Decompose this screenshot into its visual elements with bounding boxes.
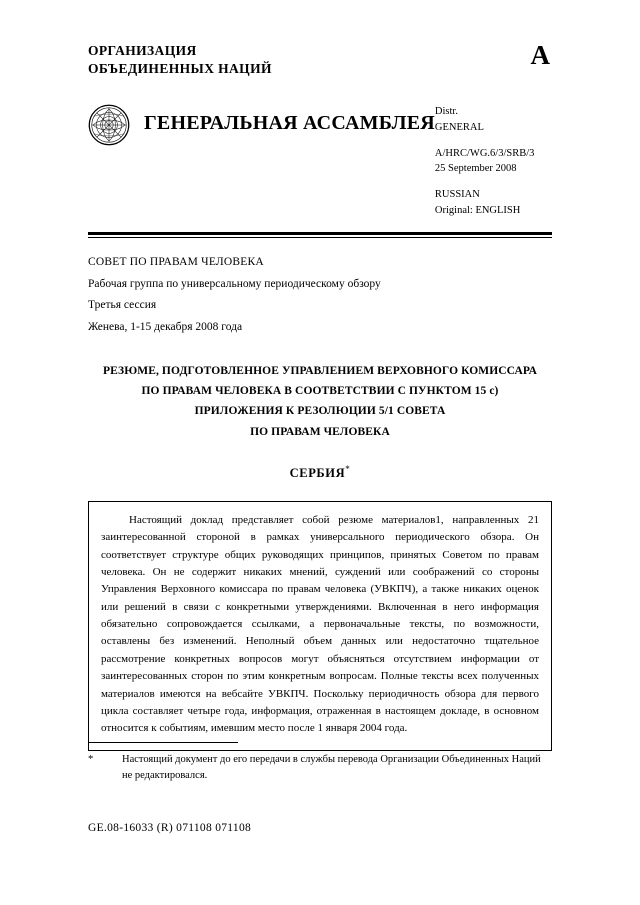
organization-name-line2: ОБЪЕДИНЕННЫХ НАЦИЙ	[88, 61, 272, 77]
document-title-line3: ПРИЛОЖЕНИЯ К РЕЗОЛЮЦИИ 5/1 СОВЕТА	[194, 405, 446, 418]
footnote-marker: *	[88, 754, 94, 765]
header-rule-thin	[88, 237, 552, 238]
session-number: Третья сессия	[88, 299, 157, 312]
country-name-text: СЕРБИЯ	[289, 465, 346, 480]
document-symbol-letter: A	[530, 40, 550, 70]
document-date: 25 September 2008	[434, 163, 517, 175]
distribution-block	[435, 102, 552, 217]
document-symbol: A/HRC/WG.6/3/SRB/3	[434, 147, 535, 159]
distr-value: GENERAL	[434, 121, 484, 133]
document-original-language: Original: ENGLISH	[434, 204, 521, 216]
footnote-separator	[88, 742, 238, 743]
organization-name	[88, 42, 272, 78]
document-title-line1: РЕЗЮМЕ, ПОДГОТОВЛЕННОЕ УПРАВЛЕНИЕМ ВЕРХОВНОГО КОМИССАРА	[103, 365, 537, 378]
council-name: СОВЕТ ПО ПРАВАМ ЧЕЛОВЕКА	[88, 255, 264, 268]
document-language: RUSSIAN	[434, 189, 480, 201]
document-title	[88, 361, 552, 442]
footnote	[88, 752, 552, 784]
abstract-text: Настоящий доклад представляет собой резюме материалов1, направленных 21 заинтересованной стороной в рамках универсального периодического обзора. Он соответствует структуре общих руководящих принципов, принятых Советом по правам человека. Он не содержит никаких мнений, суждений или соображений со стороны Управления Верховного комиссара по правам человека (УВКПЧ), а также никаких оценок или решений в связи с конкретными утверждениями. Включенная в него информация обязательно сопровождается ссылками, а первоначальные тексты, по возможности, оставлены без изменений. Неполный объем данных или недостаточно тщательное рассмотрение конкретных вопросов могут объясняться отсутствием информации от заинтересованных сторон по этим конкретным вопросам. Полные тексты всех полученных материалов имеются на вебсайте УВКПЧ. Поскольку периодичность обзора для первого цикла составляет четыре года, информация, отраженная в настоящем докладе, в основном относится к событиям, имевшим место после 1 января 2004 года.	[101, 513, 539, 735]
document-footer-code: GE.08-16033 (R) 071108 071108	[88, 822, 252, 834]
document-title-line4: ПО ПРАВАМ ЧЕЛОВЕКА	[250, 425, 390, 438]
general-assembly-title: ГЕНЕРАЛЬНАЯ АССАМБЛЕЯ	[144, 112, 435, 135]
un-emblem-icon	[88, 104, 130, 146]
session-location-date: Женева, 1-15 декабря 2008 года	[88, 321, 243, 334]
abstract-box	[88, 501, 552, 751]
general-assembly-row	[88, 102, 552, 217]
distr-label: Distr.	[434, 106, 458, 118]
masthead	[88, 0, 552, 78]
document-title-line2: ПО ПРАВАМ ЧЕЛОВЕКА В СООТВЕТСТВИИ С ПУНКТОМ 15 с)	[141, 385, 499, 398]
organization-name-line1: ОРГАНИЗАЦИЯ	[88, 43, 197, 58]
footnote-text: Настоящий документ до его передачи в службы перевода Организации Объединенных Наций не редактировался.	[122, 754, 541, 781]
header-rule-thick	[88, 232, 552, 235]
country-name	[88, 464, 552, 481]
working-group-name: Рабочая группа по универсальному периодическому обзору	[88, 277, 381, 290]
country-footnote-marker: *	[345, 463, 351, 474]
council-block	[88, 252, 552, 339]
